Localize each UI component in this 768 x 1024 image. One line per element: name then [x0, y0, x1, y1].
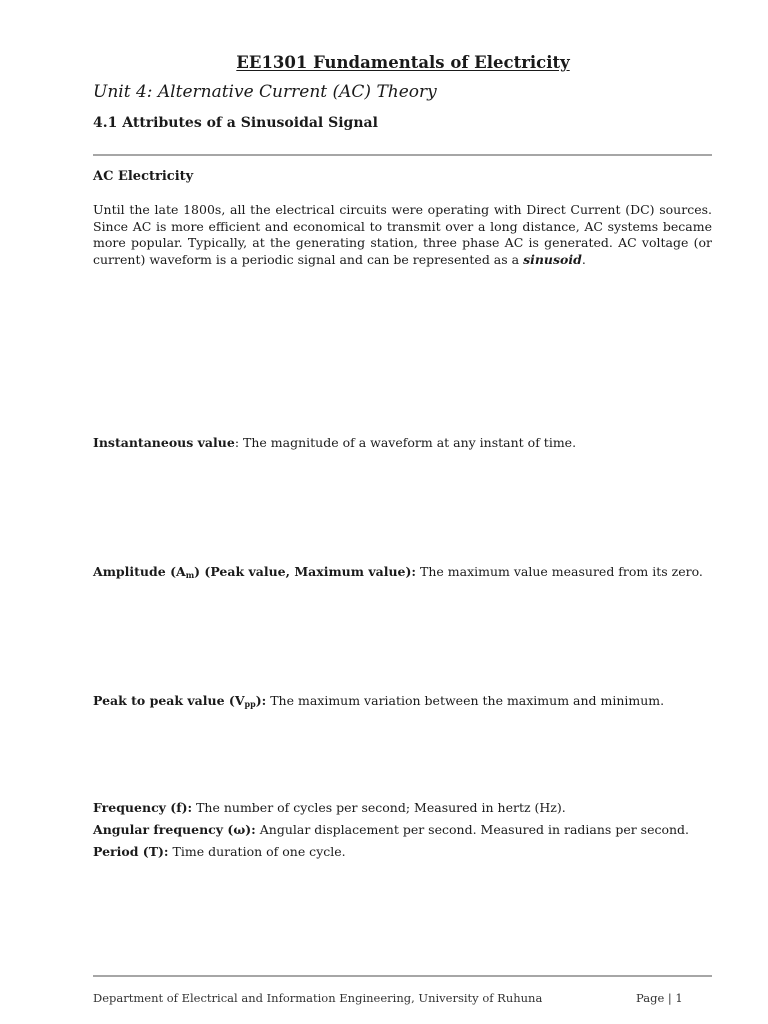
- intro-paragraph: [93, 202, 712, 268]
- definition-angular-frequency: [93, 822, 733, 837]
- definition-term: Period (T):: [93, 844, 169, 859]
- definition-period: [93, 844, 733, 859]
- footer-page-number: Page | 1: [636, 991, 683, 1005]
- footer-department: Department of Electrical and Information Engineering, University of Ruhuna: [93, 991, 543, 1005]
- definition-term-end: ):: [255, 693, 267, 708]
- definition-term: Frequency (f):: [93, 800, 193, 815]
- intro-end: .: [581, 251, 586, 267]
- definition-text: Time duration of one cycle.: [168, 844, 346, 859]
- definition-term: [93, 693, 266, 708]
- definition-peak-to-peak: [93, 693, 733, 709]
- section-title: 4.1 Attributes of a Sinusoidal Signal: [93, 115, 378, 131]
- header-divider: [93, 154, 712, 156]
- sinusoid-keyword: sinusoid: [523, 251, 582, 267]
- definition-text: The maximum variation between the maximum and minimum.: [266, 693, 665, 708]
- footer-divider: [93, 975, 712, 977]
- definition-frequency: [93, 800, 733, 815]
- definition-subscript: m: [185, 570, 195, 580]
- definition-text: Angular displacement per second. Measured in radians per second.: [255, 822, 690, 837]
- definition-term: Instantaneous value: [93, 435, 235, 450]
- definition-text: The maximum value measured from its zero.: [416, 564, 703, 579]
- definition-term-start: Amplitude (A: [93, 564, 186, 579]
- definition-term-start: Peak to peak value (V: [93, 693, 245, 708]
- definition-instantaneous-value: [93, 435, 733, 450]
- definition-subscript: pp: [244, 699, 256, 709]
- definition-term: Angular frequency (ω):: [93, 822, 256, 837]
- intro-text: Until the late 1800s, all the electrical circuits were operating with Direct Current (DC) sources. Since AC is more efficient and economical to transmit over a long distance, AC systems became more popular. Typically, at the generating station, three phase AC is generated. AC voltage (or current) waveform is a periodic signal and can be represented as a: [93, 202, 712, 267]
- unit-title: Unit 4: Alternative Current (AC) Theory: [93, 82, 437, 102]
- course-title: EE1301 Fundamentals of Electricity: [236, 53, 570, 72]
- definition-text: The number of cycles per second; Measured in hertz (Hz).: [192, 800, 566, 815]
- definition-term: [93, 564, 416, 579]
- ac-electricity-heading: AC Electricity: [93, 169, 194, 184]
- definition-term-end: ) (Peak value, Maximum value):: [194, 564, 417, 579]
- definition-amplitude: [93, 564, 733, 580]
- definition-sep: :: [234, 435, 240, 450]
- definition-text: The magnitude of a waveform at any instant of time.: [239, 435, 577, 450]
